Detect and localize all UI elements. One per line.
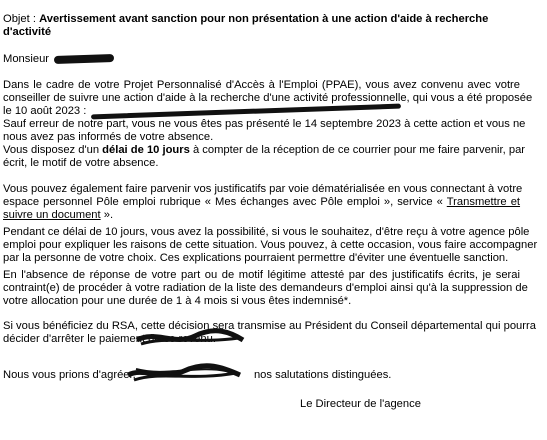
p3-text-a: espace personnel Pôle emploi rubrique « Mes échanges avec Pôle emploi », service « — [3, 196, 443, 208]
salutation-line — [3, 53, 114, 66]
p3-link-part-1[interactable]: Transmettre et — [446, 196, 521, 208]
p2-line-2: écrit, le motif de votre absence. — [3, 157, 159, 169]
p4-line-1: Pendant ce délai de 10 jours, vous avez la possibilité, si vous le souhaitez, d'être reçu à votre agence pôle — [3, 226, 530, 238]
redaction-action — [91, 103, 401, 119]
p1-line-3 — [3, 105, 401, 118]
p5-line-1: En l'absence de réponse de votre part ou de motif légitime attesté par des justificatifs écrits, je serai — [3, 269, 520, 281]
p1-line-2: conseiller de suivre une action d'aide à la recherche d'une activité professionnelle, qui vous a été proposée — [3, 92, 533, 104]
p3-line-1: Vous pouvez également faire parvenir vos justificatifs par voie dématérialisée en vous connectant à votre — [3, 183, 523, 195]
p1-line-1: Dans le cadre de votre Projet Personnalisé d'Accès à l'Emploi (PPAE), vous avez convenu avec votre — [3, 79, 520, 91]
p2-text-c: à compter de la réception de ce courrier pour me faire parvenir, par — [192, 144, 526, 156]
p3-text-end: ». — [103, 209, 114, 221]
p4-line-2: emploi pour expliquer les raisons de cette situation. Vous pouvez, à cette occasion, vous faire accompagner — [3, 239, 538, 251]
p3-line-3 — [3, 209, 113, 222]
redaction-name — [54, 54, 114, 64]
redaction-scribble-2 — [126, 363, 242, 385]
p2-line-1 — [3, 144, 526, 157]
p5-line-2: contraint(e) de procéder à votre radiation de la liste des demandeurs d'emploi ainsi qu'à la suppression de — [3, 282, 528, 294]
p3-link-part-2[interactable]: suivre un document — [3, 209, 101, 221]
p6-line-2: décider d'arrêter le paiement de ce revenu. — [3, 333, 216, 345]
closing-a: Nous vous prions d'agréer, — [3, 369, 136, 381]
subject-title-2: d'activité — [3, 26, 52, 38]
p1-line-4: Sauf erreur de notre part, vous ne vous êtes pas présenté le 14 septembre 2023 à cette action et vous ne — [3, 118, 526, 130]
p3-line-2 — [3, 196, 520, 209]
p1-line-5: nous avez pas informés de votre absence. — [3, 131, 214, 143]
signature: Le Directeur de l'agence — [300, 398, 421, 410]
p6-line-1: Si vous bénéficiez du RSA, cette décision sera transmise au Président du Conseil départemental qui pourra — [3, 320, 536, 332]
p2-deadline: délai de 10 jours — [102, 144, 190, 156]
p5-line-3: votre allocation pour une durée de 1 à 4 mois si vous êtes indemnisé*. — [3, 295, 352, 307]
salutation: Monsieur — [3, 53, 50, 65]
p1-date: le 10 août 2023 : — [3, 105, 87, 117]
subject-title-1: Avertissement avant sanction pour non présentation à une action d'aide à recherche — [39, 13, 489, 25]
redaction-scribble-1 — [135, 328, 245, 348]
subject-prefix: Objet : — [3, 13, 36, 25]
closing-b: nos salutations distinguées. — [253, 369, 392, 381]
p4-line-3: par la personne de votre choix. Ces explications pourraient permettre d'éviter une éventuelle sanction. — [3, 252, 509, 264]
subject-line — [3, 13, 523, 26]
p2-text-a: Vous disposez d'un — [3, 144, 100, 156]
